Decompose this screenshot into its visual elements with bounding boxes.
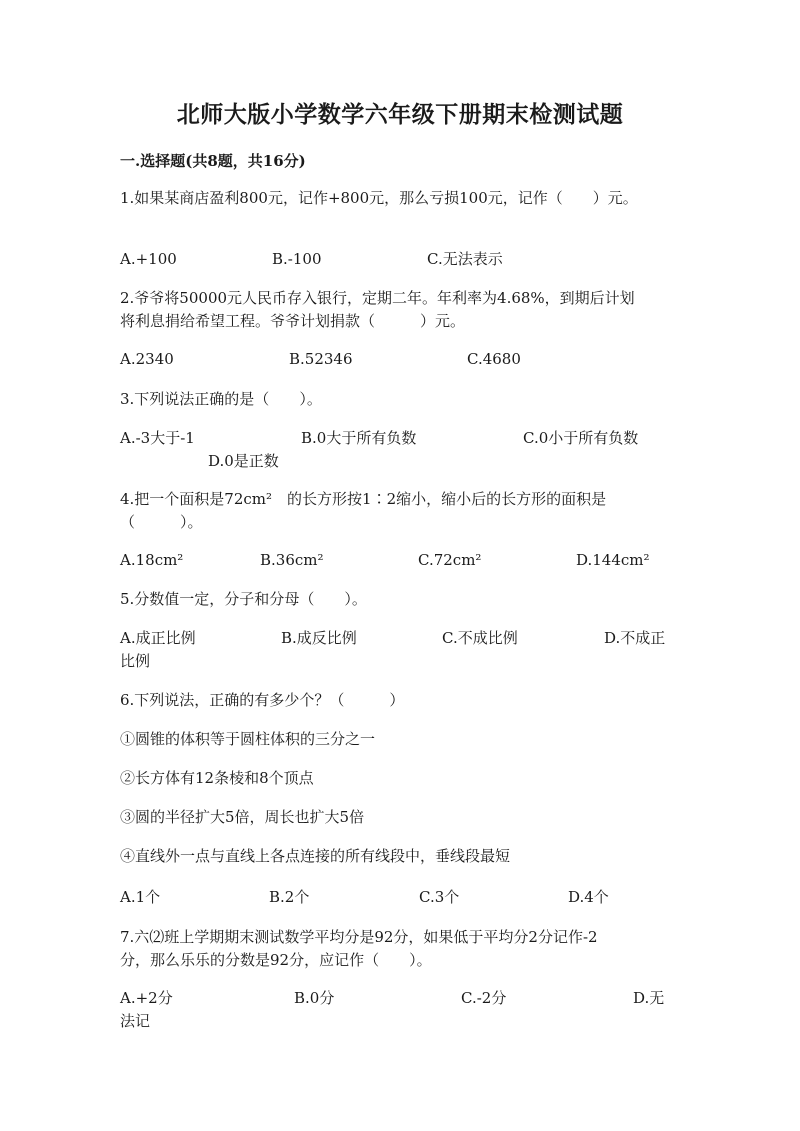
question-5-stem: 5.分数值一定，分子和分母（ ）。	[120, 590, 367, 608]
q5-option-d-wrap: 比例	[120, 652, 151, 670]
q7-option-d-wrap: 法记	[120, 1012, 151, 1030]
q6-option-c: C.3个	[419, 888, 460, 906]
q6-statement-4: ④直线外一点与直线上各点连接的所有线段中，垂线段最短	[120, 847, 511, 865]
q3-option-b: B.0大于所有负数	[301, 429, 417, 447]
q5-option-c: C.不成比例	[442, 629, 518, 647]
q1-option-a: A.+100	[120, 250, 177, 268]
page-title: 北师大版小学数学六年级下册期末检测试题	[176, 101, 624, 128]
q1-option-b: B.-100	[272, 250, 322, 268]
q6-option-d: D.4个	[568, 888, 609, 906]
question-4-stem-line1: 4.把一个面积是72cm² 的长方形按1∶2缩小，缩小后的长方形的面积是	[120, 490, 607, 508]
section-heading: 一.选择题(共8题，共16分)	[120, 152, 306, 170]
q6-statement-3: ③圆的半径扩大5倍，周长也扩大5倍	[120, 808, 365, 826]
q2-option-b: B.52346	[289, 350, 353, 368]
q7-option-b: B.0分	[294, 989, 335, 1007]
q2-option-a: A.2340	[120, 350, 174, 368]
question-1-stem: 1.如果某商店盈利800元，记作+800元，那么亏损100元，记作（ ）元。	[120, 189, 638, 207]
question-6-stem: 6.下列说法，正确的有多少个？（ ）	[120, 691, 405, 709]
q5-option-b: B.成反比例	[281, 629, 357, 647]
q4-option-a: A.18cm²	[120, 551, 184, 569]
q6-option-a: A.1个	[120, 888, 161, 906]
q3-option-a: A.-3大于-1	[120, 429, 195, 447]
q6-option-b: B.2个	[269, 888, 310, 906]
question-2-stem-line2: 将利息捐给希望工程。爷爷计划捐款（ ）元。	[120, 312, 466, 330]
q2-option-c: C.4680	[467, 350, 521, 368]
q7-option-a: A.+2分	[120, 989, 173, 1007]
q3-option-d: D.0是正数	[208, 452, 279, 470]
q4-option-b: B.36cm²	[260, 551, 324, 569]
q5-option-a: A.成正比例	[120, 629, 196, 647]
question-3-stem: 3.下列说法正确的是（ ）。	[120, 390, 322, 408]
q7-option-d: D.无	[633, 989, 665, 1007]
q7-option-c: C.-2分	[461, 989, 507, 1007]
q6-statement-1: ①圆锥的体积等于圆柱体积的三分之一	[120, 730, 376, 748]
q4-option-c: C.72cm²	[418, 551, 482, 569]
question-4-stem-line2: （ ）。	[120, 513, 203, 531]
question-7-stem-line2: 分，那么乐乐的分数是92分，应记作（ ）。	[120, 951, 432, 969]
q5-option-d: D.不成正	[604, 629, 666, 647]
q3-option-c: C.0小于所有负数	[523, 429, 639, 447]
q6-statement-2: ②长方体有12条棱和8个顶点	[120, 769, 314, 787]
q4-option-d: D.144cm²	[576, 551, 650, 569]
question-7-stem-line1: 7.六⑵班上学期期末测试数学平均分是92分，如果低于平均分2分记作-2	[120, 928, 598, 946]
question-2-stem-line1: 2.爷爷将50000元人民币存入银行，定期二年。年利率为4.68%，到期后计划	[120, 289, 635, 307]
q1-option-c: C.无法表示	[427, 250, 503, 268]
